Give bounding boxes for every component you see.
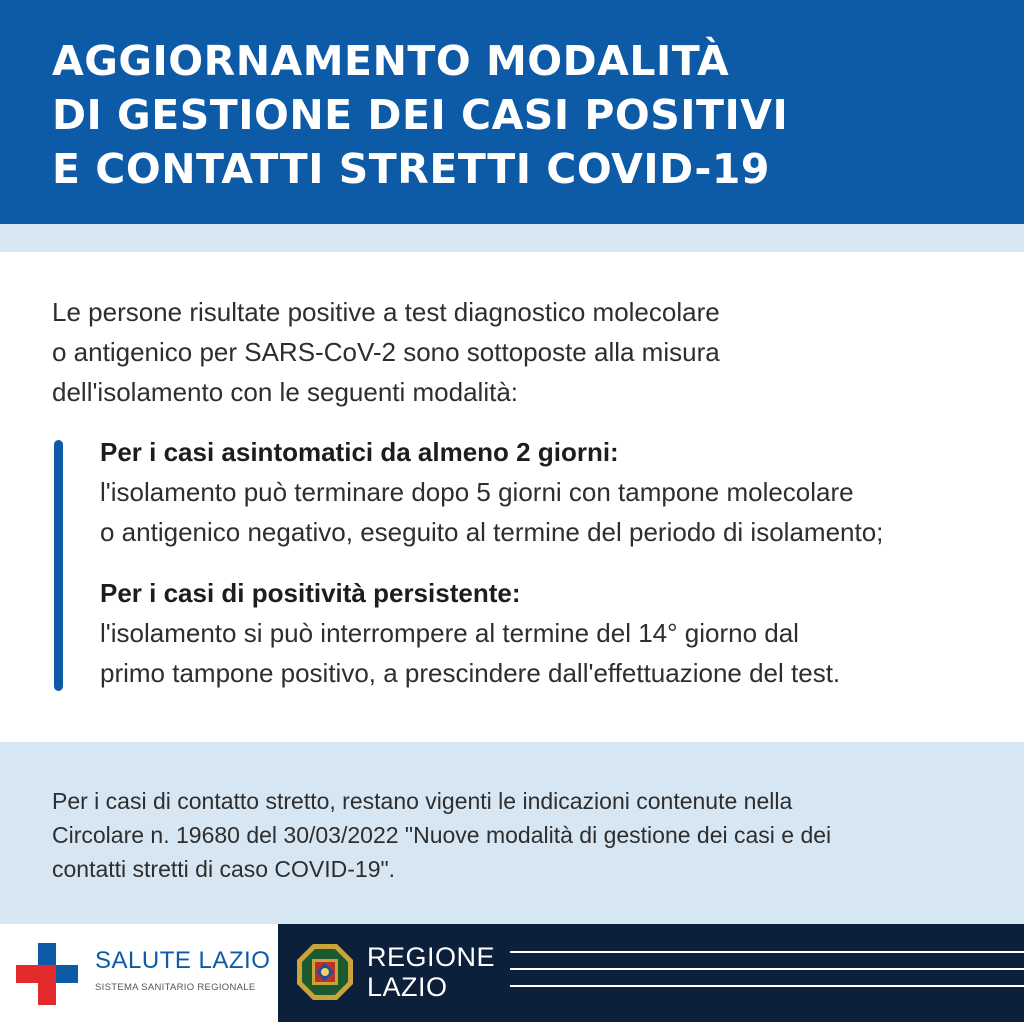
note-line: contatti stretti di caso COVID-19". <box>52 856 396 882</box>
case-persistent-positivity <box>100 573 1000 693</box>
title-line: DI GESTIONE DEI CASI POSITIVI <box>52 91 789 139</box>
salute-lazio-name: SALUTE LAZIO <box>95 947 271 974</box>
case-heading: Per i casi di positività persistente: <box>100 578 521 608</box>
header-banner <box>0 0 1024 224</box>
regione-lazio-name <box>367 942 495 1002</box>
intro-paragraph <box>52 292 992 412</box>
regione-name-line: LAZIO <box>367 972 448 1002</box>
decorative-stripe <box>510 968 1024 970</box>
decorative-stripe <box>510 951 1024 953</box>
case-text-line: l'isolamento si può interrompere al termine del 14° giorno dal <box>100 618 799 648</box>
regione-lazio-emblem-icon <box>296 943 354 1001</box>
case-asymptomatic <box>100 432 1000 552</box>
decorative-stripe <box>510 985 1024 987</box>
note-line: Per i casi di contatto stretto, restano vigenti le indicazioni contenute nella <box>52 788 793 814</box>
intro-line: Le persone risultate positive a test diagnostico molecolare <box>52 297 720 327</box>
page-title <box>52 34 788 196</box>
intro-line: o antigenico per SARS-CoV-2 sono sottoposte alla misura <box>52 337 720 367</box>
note-line: Circolare n. 19680 del 30/03/2022 "Nuove modalità di gestione dei casi e dei <box>52 822 832 848</box>
accent-bar <box>54 440 63 691</box>
salute-lazio-subtitle: SISTEMA SANITARIO REGIONALE <box>95 982 256 993</box>
footer <box>0 924 1024 1022</box>
top-divider-band <box>0 224 1024 252</box>
intro-line: dell'isolamento con le seguenti modalità: <box>52 377 519 407</box>
case-text-line: l'isolamento può terminare dopo 5 giorni con tampone molecolare <box>100 477 854 507</box>
title-line: E CONTATTI STRETTI COVID-19 <box>52 145 770 193</box>
regione-lazio-panel <box>278 924 1024 1022</box>
contacts-note <box>52 784 1002 886</box>
case-heading: Per i casi asintomatici da almeno 2 giorni: <box>100 437 619 467</box>
title-line: AGGIORNAMENTO MODALITÀ <box>52 37 730 85</box>
regione-name-line: REGIONE <box>367 942 496 972</box>
case-text-line: primo tampone positivo, a prescindere dall'effettuazione del test. <box>100 658 841 688</box>
case-text-line: o antigenico negativo, eseguito al termine del periodo di isolamento; <box>100 517 884 547</box>
red-blue-cross-logo-icon <box>16 943 78 1005</box>
